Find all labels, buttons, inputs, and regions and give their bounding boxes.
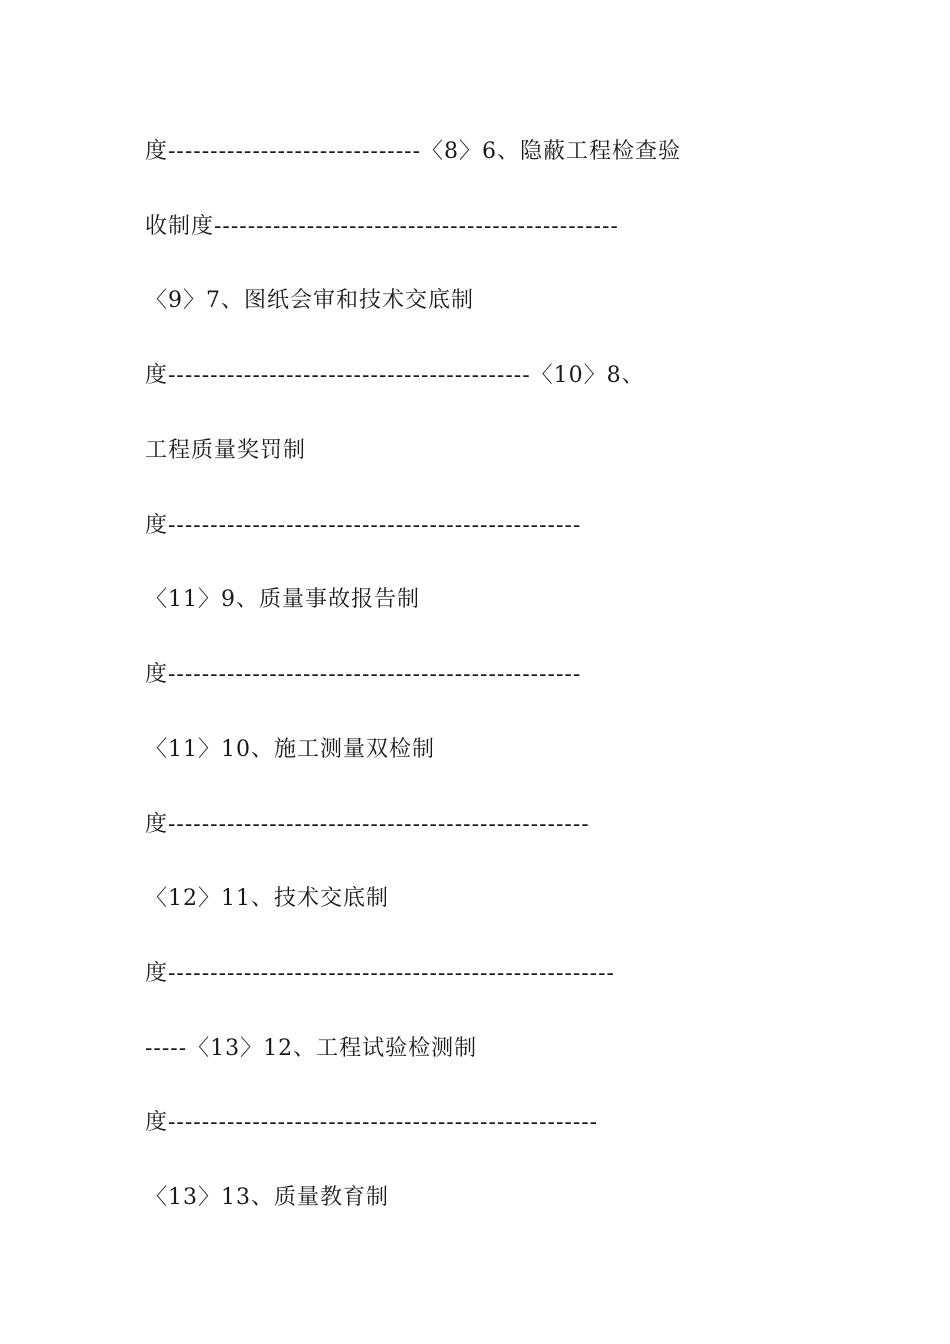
toc-line: 度------------------------------------------------- — [145, 513, 582, 538]
toc-line: 工程质量奖罚制 — [145, 438, 307, 463]
toc-line: 〈11〉10、施工测量双检制 — [145, 737, 435, 762]
toc-line: 收制度------------------------------------------------ — [145, 214, 619, 239]
toc-line: 〈9〉7、图纸会审和技术交底制 — [145, 288, 474, 313]
toc-line: 度----------------------------------------------------- — [145, 961, 615, 986]
toc-line: 度------------------------------〈8〉6、隐蔽工程检查验 — [145, 139, 682, 164]
toc-line: -----〈13〉12、工程试验检测制 — [145, 1036, 478, 1061]
toc-line: 度-------------------------------------------〈10〉8、 — [145, 363, 645, 388]
toc-line: 度-------------------------------------------------- — [145, 812, 590, 837]
toc-line: 〈12〉11、技术交底制 — [145, 886, 389, 911]
toc-line: 度------------------------------------------------- — [145, 662, 582, 687]
toc-line: 〈13〉13、质量教育制 — [145, 1185, 389, 1210]
toc-line: 〈11〉9、质量事故报告制 — [145, 587, 420, 612]
toc-line: 度--------------------------------------------------- — [145, 1110, 599, 1135]
